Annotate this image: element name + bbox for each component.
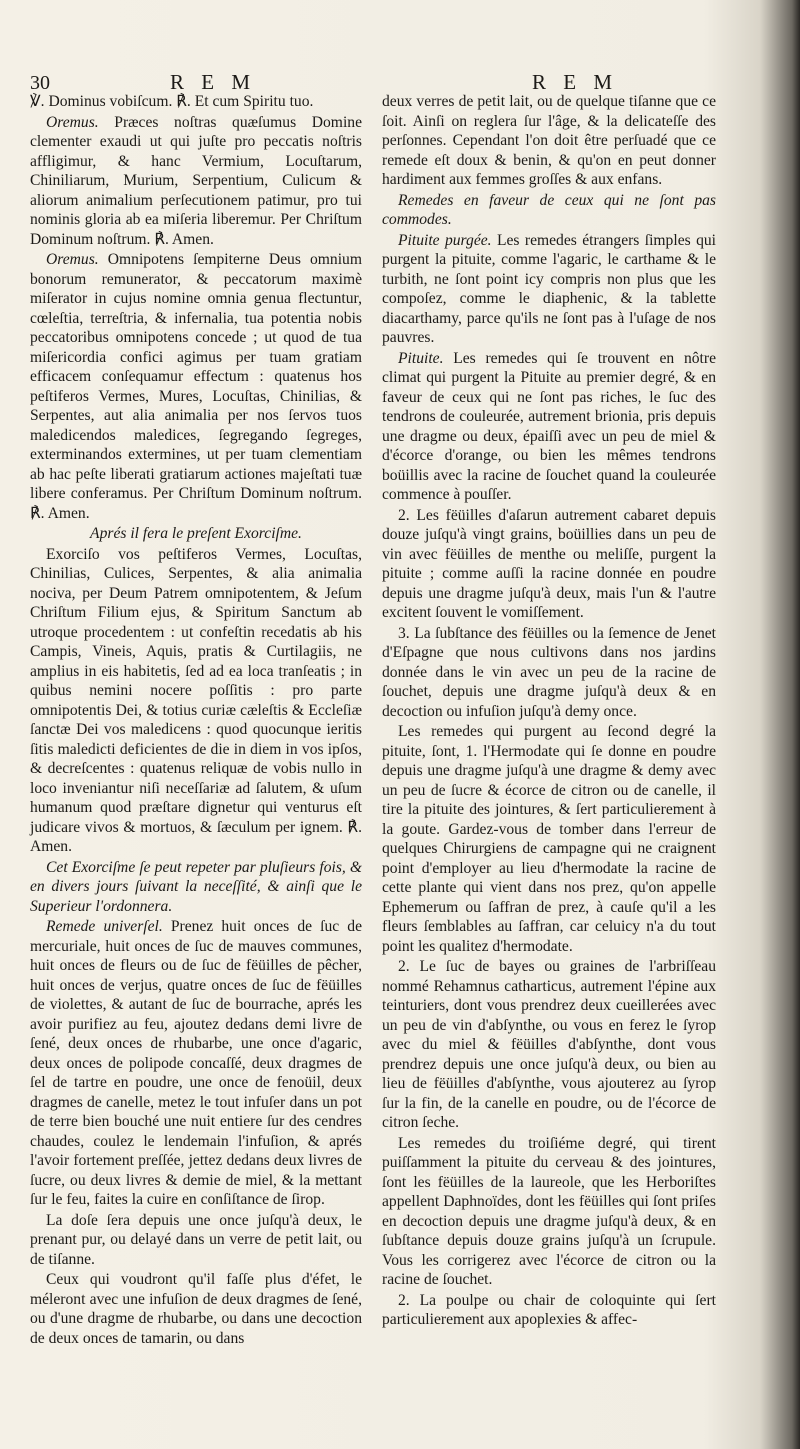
paragraph-lead: Oremus. xyxy=(46,113,99,131)
left-column xyxy=(30,92,362,1349)
paragraph-text: 3. La ſubſtance des fëüilles ou la ſemence de Jenet d'Eſpagne que nous cultivons dans nos jardins donnée dans le vin avec un peu de la racine de ſouchet, depuis une dragme juſqu'à deux & en decoction ou infuſion juſqu'à demy once. xyxy=(382,624,716,720)
paragraph-text: Exorciſo vos peſtiferos Vermes, Locuſtas, Chinilias, Culices, Serpentes, & alia animalia nociva, per Deum Patrem omnipotentem, & Jeſum Chriſtum Filium ejus, & Spiritum Sanctum ab utroque procedentem : ut confeſtin recedatis ab his Campis, Vineis, Aquis, pratis & Curtilagiis, ne amplius in eis habitetis, ſed ad ea loca tranſeatis ; in quibus nemini nocere poſſitis : pro parte omnipotentis Dei, & totius curiæ cæleſtis & Eccleſiæ ſanctæ Dei vos maledicens : quod quocunque ieritis ſitis maledicti deficientes de die in diem in vos ipſos, & decreſcentes : quatenus reliquæ de vobis nullo in loco inveniantur niſi neceſſariæ ad ſalutem, & uſum humanum quod præſtare dignetur qui venturus eſt judicare vivos & mortuos, & ſæculum per ignem. ℟. Amen. xyxy=(30,545,362,855)
right-column-paragraph xyxy=(382,1291,716,1330)
paragraph-text: deux verres de petit lait, ou de quelque tiſanne que ce ſoit. Ainſi on reglera ſur l'âge, & la delicateſſe des perſonnes. Cependant l'on doit être perſuadé que ce remede eſt doux & benin, & qu'on en peut donner hardiment aux femmes groſſes & aux enfans. xyxy=(382,93,716,188)
left-column-paragraph xyxy=(30,92,362,112)
left-column-paragraph xyxy=(30,1211,362,1270)
paragraph-text: Les remedes étrangers ſimples qui purgent la pituite, comme l'agaric, le carthame & le turbith, ne ſont point icy compris non plus que les compoſez, comme le diaphenic, & la tablette diacarthamy, parce qu'ils ne ſont pas à l'uſage de nos pauvres. xyxy=(382,231,716,346)
paragraph-lead: Remede univerſel. xyxy=(46,918,163,935)
paragraph-text: Præces noſtras quæſumus Domine clementer exaudi ut qui juſte pro peccatis noſtris affligimur, & hanc Vermium, Locuſtarum, Chiniliarum, Murium, Serpentium, Culicum & aliorum animalium perſecutionem patimur, pro tui nominis gloria ab ea miſeria liberemur. Per Chriſtum Dominum noſtrum. ℟. Amen. xyxy=(30,113,362,248)
paragraph-text: Prenez huit onces de ſuc de mercuriale, huit onces de ſuc de mauves communes, huit onces de fleurs ou de ſuc de fëüilles de pêcher, huit onces de verjus, quatre onces de ſuc de fëüilles de violettes, & autant de ſuc de bourrache, aprés les avoir purifiez au feu, ajoutez dedans demi livre de ſené, deux onces de rhubarbe, une once d'agaric, deux onces de polipode concaſſé, deux dragmes de ſel de tartre en poudre, une once de fenoüil, deux dragmes de canelle, metez le tout infuſer dans un pot de terre bien bouché une nuit entiere ſur des cendres chaudes, coulez le lendemain l'infuſion, & aprés l'avoir fortement preſſée, jettez dedans deux livres de ſucre, ou deux livres & demie de miel, & la mettant ſur le feu, faites la cuire en conſiſtance de ſirop. xyxy=(30,918,362,1208)
right-column-paragraph xyxy=(382,191,716,230)
paragraph-text: Aprés il fera le preſent Exorciſme. xyxy=(90,525,302,542)
running-head-right: R E M xyxy=(532,70,619,94)
left-column-paragraph xyxy=(30,858,362,917)
right-column-paragraph xyxy=(382,1134,716,1290)
left-column-paragraph xyxy=(30,917,362,1210)
left-column-paragraph xyxy=(30,1270,362,1348)
paragraph-text: Les remedes qui ſe trouvent en nôtre climat qui purgent la Pituite au premier degré, & en faveur de ceux qui ne ſont pas riches, le ſuc des tendrons de couleurée, autrement brionia, pris depuis une dragme ou deux, épaiſſi avec un peu de miel & d'écorce d'orange, ou bien les mêmes tendrons boüillis avec la racine de ſouchet quand la couleurée commence à pouſſer. xyxy=(382,349,716,503)
paragraph-lead: Pituite purgée. xyxy=(398,231,492,249)
paragraph-text: 2. La poulpe ou chair de coloquinte qui ſert particulierement aux apoplexies & affec- xyxy=(382,1291,716,1328)
paragraph-text: Omnipotens ſempiterne Deus omnium bonorum remunerator, & peccatorum maximè miſerator in cujus nomine omnia genua flectuntur, cœleſtia, terreſtria, & infernalia, tua potentia nobis peccatoribus omnipotens concede ; ut quod de tua miſericordia confici agimus per tuam gratiam efficacem conſequamur effectum : quatenus hos peſtiferos Vermes, Mures, Locuſtas, Chinilias, & Serpentes, aut alia animalia per nos ſervos tuos maledicendos maledices, ſegregando ſegreges, exterminandos extermines, ut per tuam clementiam ab hac peſte liberati gratiarum actiones majeſtati tuæ libere conferamus. Per Chriſtum Dominum noſtrum. ℟. Amen. xyxy=(30,251,362,522)
paragraph-text: Cet Exorciſme ſe peut repeter par pluſieurs fois, & en divers jours ſuivant la neceſſité, & ainſi que le Superieur l'ordonnera. xyxy=(30,858,362,915)
paragraph-lead: Pituite. xyxy=(398,349,444,367)
right-column-paragraph xyxy=(382,349,716,505)
paragraph-text: ℣. Dominus vobiſcum. ℟. Et cum Spiritu tuo. xyxy=(30,93,314,110)
right-column-paragraph xyxy=(382,624,716,722)
right-column-paragraph xyxy=(382,231,716,348)
paragraph-text: 2. Les fëüilles d'aſarun autrement cabaret depuis douze juſqu'à vingt grains, boüillies dans un peu de vin avec fëüilles de menthe ou meliſſe, purgent la pituite ; comme auſſi la racine donnée en poudre depuis une dragme juſqu'à deux, mais l'un & l'autre excitent ſouvent le vomiſſement. xyxy=(382,506,716,621)
left-column-paragraph xyxy=(30,113,362,250)
page-number: 30 xyxy=(30,72,50,94)
left-column-paragraph xyxy=(30,524,362,544)
left-column-paragraph xyxy=(30,545,362,857)
right-column-paragraph xyxy=(382,722,716,956)
right-column-paragraph xyxy=(382,92,716,190)
paragraph-text: Les remedes qui purgent au ſecond degré la pituite, ſont, 1. l'Hermodate qui ſe donne en poudre depuis une dragme juſqu'à une dragme & demy avec un peu de ſucre & écorce de citron ou de canelle, il tire la pituite des jointures, & ſert particulierement à la goute. Gardez-vous de tomber dans l'erreur de quelques Chirurgiens de campagne qui ne craignent point d'employer au lieu d'hermodate la racine de cette plante qui vient dans nos prez, qu'on appelle Ephemerum ou ſaffran de prez, à cauſe qu'il a les fleurs ſemblables au ſaffran, car celuicy n'a du tout point les qualitez d'hermodate. xyxy=(382,723,716,955)
paragraph-text: Remedes en faveur de ceux qui ne ſont pas commodes. xyxy=(382,191,716,228)
right-column xyxy=(382,92,716,1331)
right-column-paragraph xyxy=(382,506,716,623)
left-column-paragraph xyxy=(30,250,362,523)
paragraph-lead: Oremus. xyxy=(46,251,99,268)
paragraph-text: Les remedes du troiſiéme degré, qui tirent puiſſamment la pituite du cerveau & des jointures, ſont les fëüilles de la laureole, que les Herboriſtes appellent Daphnoïdes, dont les fëüilles qui ſont priſes en decoction depuis une dragme juſqu'à deux, & en ſubſtance depuis douze grains juſqu'à un ſcrupule. Vous les corrigerez avec l'écorce de citron ou la racine de ſouchet. xyxy=(382,1134,716,1288)
paragraph-text: Ceux qui voudront qu'il faſſe plus d'éfet, le méleront avec une infuſion de deux dragmes de ſené, ou d'une dragme de rhubarbe, ou dans une decoction de deux onces de tamarin, ou dans xyxy=(30,1271,362,1347)
running-head-left: R E M xyxy=(170,70,257,94)
paragraph-text: La doſe ſera depuis une once juſqu'à deux, le prenant pur, ou delayé dans un verre de petit lait, ou de tiſanne. xyxy=(30,1211,362,1268)
paragraph-text: 2. Le ſuc de bayes ou graines de l'arbriſſeau nommé Rehamnus catharticus, autrement l'épine aux teinturiers, dont vous prendrez deux cueillerées avec un peu de vin d'abſynthe, ou vous en ferez le ſyrop avec du miel & fëüilles d'abſynthe, dont vous prendrez depuis une once juſqu'à deux, ou bien au lieu de fëüilles d'abſynthe, vous ajouterez au ſyrop ſur la fin, de la canelle en poudre, ou de l'écorce de citron ſeche. xyxy=(382,958,716,1131)
right-column-paragraph xyxy=(382,957,716,1133)
